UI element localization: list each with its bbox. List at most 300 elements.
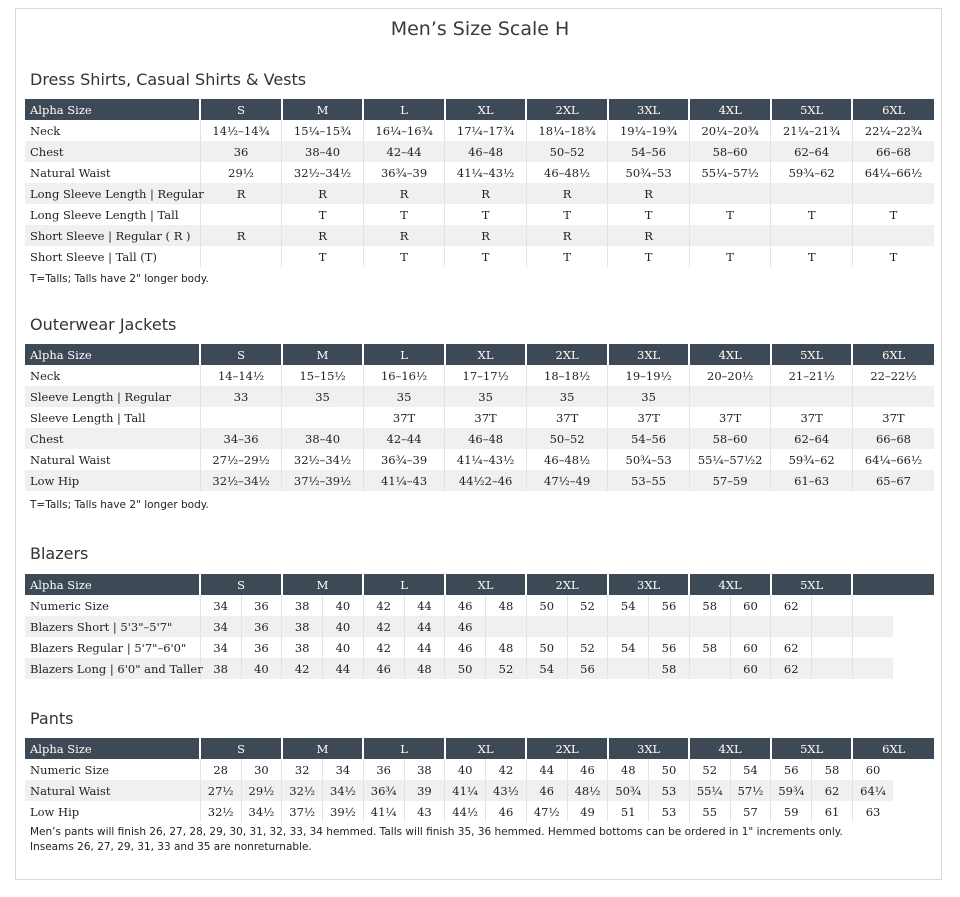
value-cell: 58 (689, 595, 730, 616)
value-cell: 34–36 (200, 428, 282, 449)
value-cell: 55¼ (689, 780, 730, 801)
header-size-cell: 3XL (608, 574, 690, 595)
value-cell: 62 (771, 637, 812, 658)
value-cell: 58 (812, 759, 853, 780)
value-cell: 35 (282, 386, 364, 407)
value-cell: 37T (526, 407, 608, 428)
value-cell: 60 (730, 658, 771, 679)
header-size-cell (852, 574, 934, 595)
table-header-row (25, 99, 934, 120)
header-size-cell: 5XL (771, 99, 853, 120)
value-cell (852, 616, 893, 637)
value-cell (200, 204, 282, 225)
header-size-cell: 6XL (852, 738, 934, 759)
value-cell: 16–16½ (363, 365, 445, 386)
table-row (25, 225, 934, 246)
value-cell: R (282, 183, 364, 204)
header-size-cell: 5XL (771, 738, 853, 759)
value-cell: 54–56 (608, 428, 690, 449)
header-size-cell: 4XL (689, 574, 771, 595)
table-header-row (25, 574, 934, 595)
value-cell: 46–48 (445, 428, 527, 449)
value-cell (771, 616, 812, 637)
value-cell (852, 183, 934, 204)
value-cell: 50¾–53 (608, 449, 690, 470)
value-cell: 59¾–62 (771, 449, 853, 470)
value-cell: 42–44 (363, 141, 445, 162)
table-header-row (25, 738, 934, 759)
row-label-cell: Chest (25, 428, 200, 449)
value-cell: 44½2–46 (445, 470, 527, 491)
value-cell: 50 (526, 595, 567, 616)
header-size-cell: 5XL (771, 344, 853, 365)
section-title-blazers: Blazers (30, 544, 89, 563)
value-cell: 42 (363, 595, 404, 616)
header-size-cell: M (282, 344, 364, 365)
value-cell: R (363, 225, 445, 246)
page-title: Men’s Size Scale H (390, 18, 570, 40)
value-cell: 56 (567, 658, 608, 679)
value-cell: 34 (200, 637, 241, 658)
header-size-cell: 2XL (526, 738, 608, 759)
value-cell: 37½–39½ (282, 470, 364, 491)
table-row (25, 365, 934, 386)
value-cell: 29½ (200, 162, 282, 183)
value-cell: 42 (282, 658, 323, 679)
value-cell: 27½–29½ (200, 449, 282, 470)
value-cell: 61 (812, 801, 853, 822)
value-cell: 59 (771, 801, 812, 822)
value-cell: 58–60 (689, 428, 771, 449)
value-cell: 66–68 (852, 141, 934, 162)
section-title-pants: Pants (30, 709, 74, 728)
value-cell: 48 (404, 658, 445, 679)
value-cell: R (526, 225, 608, 246)
value-cell: 37T (363, 407, 445, 428)
value-cell: 48½ (567, 780, 608, 801)
value-cell: 32½–34½ (282, 449, 364, 470)
value-cell: T (689, 246, 771, 267)
value-cell: 46 (567, 759, 608, 780)
value-cell: 36 (200, 141, 282, 162)
value-cell (852, 658, 893, 679)
section-title-shirts: Dress Shirts, Casual Shirts & Vests (30, 70, 307, 89)
value-cell: 44 (404, 595, 445, 616)
value-cell: T (608, 204, 690, 225)
value-cell: 39 (404, 780, 445, 801)
value-cell (812, 595, 853, 616)
header-size-cell: 3XL (608, 344, 690, 365)
value-cell: T (526, 246, 608, 267)
value-cell (689, 658, 730, 679)
value-cell: T (526, 204, 608, 225)
value-cell: 55 (689, 801, 730, 822)
value-cell (852, 386, 934, 407)
value-cell: 29½ (241, 780, 282, 801)
value-cell (567, 616, 608, 637)
value-cell: 55¼–57½2 (689, 449, 771, 470)
table-row (25, 595, 934, 616)
value-cell (812, 637, 853, 658)
shirts-size-table (25, 99, 934, 267)
value-cell: 38 (404, 759, 445, 780)
value-cell (771, 225, 853, 246)
value-cell (649, 616, 690, 637)
value-cell: R (608, 183, 690, 204)
header-size-cell: 2XL (526, 574, 608, 595)
value-cell: 40 (445, 759, 486, 780)
header-size-cell: XL (445, 574, 527, 595)
value-cell: R (445, 183, 527, 204)
pants-size-table (25, 738, 934, 822)
value-cell: 40 (241, 658, 282, 679)
value-cell: 34 (200, 616, 241, 637)
header-label-cell: Alpha Size (25, 344, 200, 365)
value-cell (852, 637, 893, 658)
value-cell: 35 (608, 386, 690, 407)
value-cell (812, 658, 853, 679)
value-cell: 46 (445, 616, 486, 637)
value-cell: T (889, 207, 898, 222)
value-cell: 54 (730, 759, 771, 780)
value-cell: 14½–14¾ (200, 120, 282, 141)
value-cell: 42 (363, 637, 404, 658)
value-cell: 46–48 (445, 141, 527, 162)
value-cell: 50 (649, 759, 690, 780)
value-cell: 40 (323, 595, 364, 616)
value-cell: R (526, 183, 608, 204)
value-cell (689, 616, 730, 637)
outerwear-note: T=Talls; Talls have 2" longer body. (30, 499, 209, 511)
value-cell: R (445, 225, 527, 246)
header-size-cell: L (363, 574, 445, 595)
header-size-cell: M (282, 574, 364, 595)
header-size-cell: L (363, 344, 445, 365)
value-cell: 64¼ (852, 780, 893, 801)
value-cell: 41¼–43½ (445, 162, 527, 183)
value-cell (689, 183, 771, 204)
header-size-cell: S (200, 344, 282, 365)
value-cell (852, 225, 934, 246)
value-cell: R (608, 225, 690, 246)
value-cell: 59¾ (771, 780, 812, 801)
header-size-cell: 2XL (526, 344, 608, 365)
value-cell: 53 (649, 780, 690, 801)
value-cell: 64¼–66½ (864, 165, 923, 180)
value-cell: 60 (865, 762, 881, 777)
value-cell: 42–44 (363, 428, 445, 449)
header-size-cell: 4XL (689, 99, 771, 120)
value-cell: 27½ (200, 780, 241, 801)
value-cell: 60 (730, 595, 771, 616)
row-label-cell: Low Hip (25, 470, 200, 491)
value-cell (200, 246, 282, 267)
value-cell: 35 (363, 386, 445, 407)
value-cell: 17–17½ (445, 365, 527, 386)
value-cell (689, 225, 771, 246)
value-cell: 38–40 (282, 141, 364, 162)
value-cell: 50 (445, 658, 486, 679)
row-label-cell: Sleeve Length | Tall (25, 407, 200, 428)
value-cell (486, 616, 527, 637)
value-cell: 17¼–17¾ (445, 120, 527, 141)
value-cell: 40 (323, 616, 364, 637)
value-cell: 34 (200, 595, 241, 616)
value-cell: 20¼–20¾ (689, 120, 771, 141)
value-cell: 58 (649, 658, 690, 679)
value-cell: 38 (200, 658, 241, 679)
value-cell: 49 (567, 801, 608, 822)
value-cell: 43 (404, 801, 445, 822)
value-cell: 14–14½ (200, 365, 282, 386)
header-size-cell: XL (445, 344, 527, 365)
table-row (25, 449, 934, 470)
value-cell: T (445, 246, 527, 267)
value-cell: 36 (241, 595, 282, 616)
row-label-cell: Blazers Long | 6'0" and Taller (25, 658, 200, 679)
value-cell: 18–18½ (526, 365, 608, 386)
value-cell: 54–56 (608, 141, 690, 162)
value-cell: 41¼–43 (363, 470, 445, 491)
value-cell: 61–63 (771, 470, 853, 491)
value-cell: 62 (771, 595, 812, 616)
value-cell: 50–52 (526, 428, 608, 449)
value-cell: 38 (282, 595, 323, 616)
header-size-cell: M (282, 99, 364, 120)
value-cell: 35 (445, 386, 527, 407)
value-cell (771, 183, 853, 204)
header-size-cell: 3XL (608, 738, 690, 759)
value-cell: 42 (486, 759, 527, 780)
value-cell: T (608, 246, 690, 267)
value-cell: 44 (323, 658, 364, 679)
value-cell: 56 (649, 637, 690, 658)
header-size-cell: XL (445, 99, 527, 120)
header-size-cell: M (282, 738, 364, 759)
value-cell: 62 (771, 658, 812, 679)
value-cell: T (889, 249, 898, 264)
value-cell: 57 (730, 801, 771, 822)
value-cell: 18¼–18¾ (526, 120, 608, 141)
value-cell: 16¼–16¾ (363, 120, 445, 141)
header-size-cell: 4XL (689, 738, 771, 759)
value-cell: 48 (486, 637, 527, 658)
value-cell: 50 (526, 637, 567, 658)
value-cell: 54 (608, 595, 649, 616)
value-cell: 34½ (323, 780, 364, 801)
value-cell: T (771, 204, 853, 225)
value-cell: 21–21½ (771, 365, 853, 386)
value-cell: 48 (608, 759, 649, 780)
value-cell: 47½ (526, 801, 567, 822)
row-label-cell: Long Sleeve Length | Tall (25, 204, 200, 225)
value-cell: 54 (526, 658, 567, 679)
row-label-cell: Chest (25, 141, 200, 162)
value-cell: 33 (200, 386, 282, 407)
value-cell: 66–68 (852, 428, 934, 449)
row-label-cell: Long Sleeve Length | Regular (25, 183, 200, 204)
value-cell: 36¾–39 (363, 162, 445, 183)
table-row (25, 470, 934, 491)
value-cell: 56 (771, 759, 812, 780)
value-cell: 20–20½ (689, 365, 771, 386)
value-cell: 36 (241, 637, 282, 658)
value-cell (608, 658, 649, 679)
value-cell: 59¾–62 (771, 162, 853, 183)
value-cell: T (689, 204, 771, 225)
value-cell: 57½ (730, 780, 771, 801)
value-cell: 37½ (282, 801, 323, 822)
value-cell: 34½ (241, 801, 282, 822)
value-cell: 41¼ (445, 780, 486, 801)
value-cell: 62–64 (771, 428, 853, 449)
table-row (25, 183, 934, 204)
value-cell: 32½ (282, 780, 323, 801)
table-row (25, 407, 934, 428)
value-cell: 40 (323, 637, 364, 658)
value-cell: 52 (567, 637, 608, 658)
value-cell: 37T (608, 407, 690, 428)
row-label-cell: Short Sleeve | Tall (T) (25, 246, 200, 267)
header-size-cell: XL (445, 738, 527, 759)
row-label-cell: Neck (25, 365, 200, 386)
value-cell: T (282, 246, 364, 267)
value-cell: 37T (882, 410, 905, 425)
value-cell: 46–48½ (526, 449, 608, 470)
row-label-cell: Natural Waist (25, 780, 200, 801)
header-label-cell: Alpha Size (25, 99, 200, 120)
value-cell: 15¼–15¾ (282, 120, 364, 141)
header-size-cell: 6XL (852, 344, 934, 365)
shirts-note: T=Talls; Talls have 2" longer body. (30, 273, 209, 285)
section-title-outerwear: Outerwear Jackets (30, 315, 177, 334)
value-cell: 41¼–43½ (445, 449, 527, 470)
header-label-cell: Alpha Size (25, 574, 200, 595)
table-row (25, 759, 934, 780)
value-cell: 21¼–21¾ (771, 120, 853, 141)
pants-note-line1: Men’s pants will finish 26, 27, 28, 29, 30, 31, 32, 33, 34 hemmed. Talls will finish 35, 36 hemmed. Hemmed bottoms can be ordered in 1" increments only. (30, 826, 843, 838)
value-cell: 36 (363, 759, 404, 780)
value-cell: T (363, 204, 445, 225)
row-label-cell: Blazers Regular | 5'7"–6'0" (25, 637, 200, 658)
value-cell: R (282, 225, 364, 246)
row-label-cell: Sleeve Length | Regular (25, 386, 200, 407)
header-size-cell: L (363, 738, 445, 759)
value-cell (689, 386, 771, 407)
outerwear-size-table (25, 344, 934, 491)
value-cell (282, 407, 364, 428)
value-cell: 55¼–57½ (689, 162, 771, 183)
header-size-cell: S (200, 574, 282, 595)
table-row (25, 162, 934, 183)
value-cell: 19¼–19¾ (608, 120, 690, 141)
value-cell: R (200, 183, 282, 204)
table-row (25, 428, 934, 449)
value-cell: 32½ (200, 801, 241, 822)
table-row (25, 616, 934, 637)
value-cell: 41¼ (363, 801, 404, 822)
value-cell: 46 (445, 595, 486, 616)
value-cell: 44½ (445, 801, 486, 822)
value-cell: 36¾–39 (363, 449, 445, 470)
value-cell: 38–40 (282, 428, 364, 449)
header-size-cell: 3XL (608, 99, 690, 120)
table-row (25, 246, 934, 267)
value-cell: 54 (608, 637, 649, 658)
value-cell: 50¾–53 (608, 162, 690, 183)
value-cell: 60 (730, 637, 771, 658)
value-cell (852, 595, 893, 616)
value-cell (771, 386, 853, 407)
table-header-row (25, 344, 934, 365)
value-cell (812, 616, 853, 637)
value-cell: 56 (649, 595, 690, 616)
value-cell: R (363, 183, 445, 204)
value-cell: 37T (689, 407, 771, 428)
value-cell: 50–52 (526, 141, 608, 162)
value-cell: 48 (486, 595, 527, 616)
value-cell: 46 (526, 780, 567, 801)
table-row (25, 120, 934, 141)
value-cell: 35 (526, 386, 608, 407)
row-label-cell: Short Sleeve | Regular ( R ) (25, 225, 200, 246)
header-size-cell: 4XL (689, 344, 771, 365)
value-cell: T (363, 246, 445, 267)
value-cell: 57–59 (689, 470, 771, 491)
value-cell: 53 (649, 801, 690, 822)
row-label-cell: Natural Waist (25, 162, 200, 183)
value-cell: R (200, 225, 282, 246)
header-size-cell: 5XL (771, 574, 853, 595)
header-size-cell: 6XL (852, 99, 934, 120)
value-cell: 58 (689, 637, 730, 658)
value-cell: 38 (282, 637, 323, 658)
value-cell: T (445, 204, 527, 225)
header-size-cell: S (200, 738, 282, 759)
value-cell: 47½–49 (526, 470, 608, 491)
header-size-cell: L (363, 99, 445, 120)
table-row (25, 801, 934, 822)
value-cell: 46 (363, 658, 404, 679)
value-cell: 32½–34½ (282, 162, 364, 183)
value-cell: 62–64 (771, 141, 853, 162)
value-cell: 46 (445, 637, 486, 658)
value-cell: 46 (486, 801, 527, 822)
value-cell (608, 616, 649, 637)
value-cell: 32 (282, 759, 323, 780)
value-cell: 65–67 (852, 470, 934, 491)
value-cell: 62 (812, 780, 853, 801)
value-cell: 36¾ (363, 780, 404, 801)
value-cell: 39½ (323, 801, 364, 822)
row-label-cell: Low Hip (25, 801, 200, 822)
value-cell: 44 (404, 616, 445, 637)
value-cell: 15–15½ (282, 365, 364, 386)
value-cell: T (771, 246, 853, 267)
value-cell: 32½–34½ (200, 470, 282, 491)
value-cell: 36 (241, 616, 282, 637)
value-cell: 37T (771, 407, 853, 428)
value-cell: 46–48½ (526, 162, 608, 183)
row-label-cell: Blazers Short | 5'3"–5'7" (25, 616, 200, 637)
value-cell (730, 616, 771, 637)
value-cell: 52 (567, 595, 608, 616)
row-label-cell: Numeric Size (25, 595, 200, 616)
row-label-cell: Neck (25, 120, 200, 141)
header-label-cell: Alpha Size (25, 738, 200, 759)
value-cell: 44 (404, 637, 445, 658)
table-row (25, 204, 934, 225)
